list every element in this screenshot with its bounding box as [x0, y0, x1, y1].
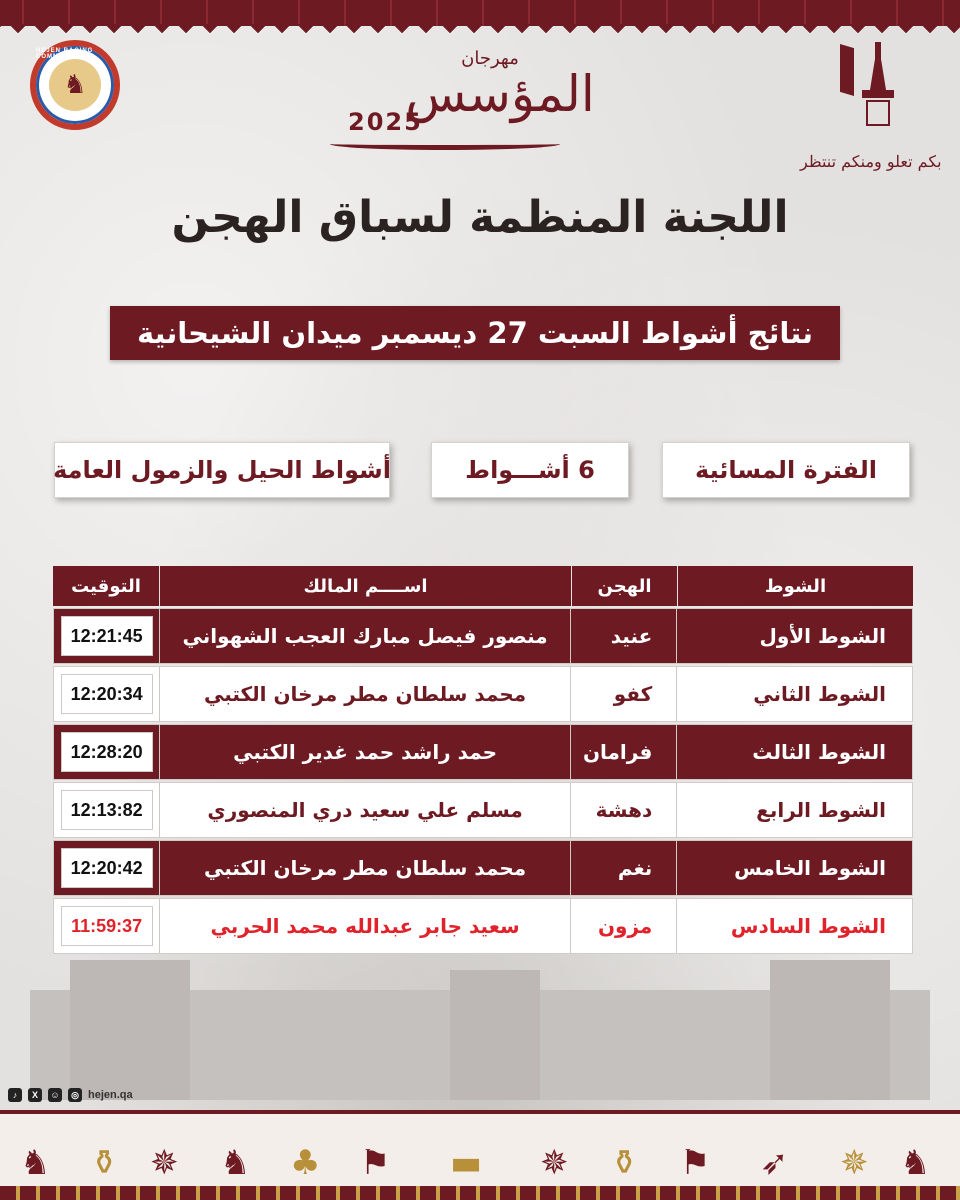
owner-name: محمد سلطان مطر مرخان الكتبي — [203, 682, 527, 706]
race-name: الشوط الرابع — [756, 798, 886, 822]
owner-name: مسلم علي سعيد دري المنصوري — [207, 798, 523, 822]
table-row — [53, 666, 913, 722]
race-time: 12:13:82 — [61, 790, 153, 830]
category-box — [54, 442, 390, 498]
race-name: الشوط الخامس — [734, 856, 886, 880]
star-ornament-icon: ✵ — [150, 1143, 179, 1183]
race-time: 12:20:34 — [61, 674, 153, 714]
results-title-banner — [110, 306, 840, 360]
table-row — [53, 840, 913, 896]
tower-icon — [862, 42, 894, 130]
x-icon[interactable]: X — [28, 1088, 42, 1102]
header-race: الشوط — [677, 566, 913, 606]
camel-icon: ♞ — [220, 1143, 251, 1183]
festival-year: 2025 — [348, 108, 423, 136]
logo-ring-text: HEJEN RACING COMMITTEE — [36, 48, 94, 60]
flag-icon — [840, 44, 854, 96]
race-time: 11:59:37 — [61, 906, 153, 946]
owner-name: سعيد جابر عبدالله محمد الحربي — [210, 914, 520, 938]
committee-title: اللجنة المنظمة لسباق الهجن — [171, 192, 789, 243]
race-count-box — [431, 442, 629, 498]
festival-name: المؤسس — [405, 65, 595, 123]
camel-name: نغم — [617, 856, 653, 880]
category-label: أشواط الحيل والزمول العامة — [53, 456, 391, 484]
period-box — [662, 442, 910, 498]
camel-name: فرامان — [582, 740, 653, 764]
period-label: الفترة المسائية — [695, 456, 877, 484]
camel-name: دهشة — [595, 798, 653, 822]
top-ornament-border — [0, 0, 960, 26]
palm-icon: ♣ — [290, 1143, 321, 1183]
national-day-logo — [800, 30, 942, 171]
table-row — [53, 724, 913, 780]
falcon-icon: ➶ — [760, 1143, 789, 1183]
header-time: التوقيت — [71, 575, 141, 597]
festival-swoosh — [330, 138, 560, 150]
race-time: 12:28:20 — [61, 732, 153, 772]
social-handle[interactable]: hejen.qa — [88, 1089, 133, 1101]
slogan-text: بكم تعلو ومنكم تنتظر — [800, 152, 942, 171]
hejen-racing-committee-logo — [30, 40, 120, 130]
snapchat-icon[interactable]: ☺ — [48, 1088, 62, 1102]
star-ornament-icon: ✵ — [840, 1143, 869, 1183]
owner-name: محمد سلطان مطر مرخان الكتبي — [203, 856, 527, 880]
race-name: الشوط الثالث — [752, 740, 886, 764]
camel-name: كفو — [613, 682, 653, 706]
table-row — [53, 782, 913, 838]
camel-name: عنيد — [610, 624, 653, 648]
table-header — [53, 566, 913, 606]
table-row-highlighted — [53, 898, 913, 954]
fort-silhouette — [30, 960, 930, 1100]
race-count-label: 6 أشـــواط — [465, 456, 595, 484]
camel-icon: ♞ — [900, 1143, 931, 1183]
race-name: الشوط السادس — [730, 914, 886, 938]
results-table — [53, 566, 913, 954]
header-owner: اســــم المالك — [159, 566, 571, 606]
race-time: 12:20:42 — [61, 848, 153, 888]
instagram-icon[interactable]: ◎ — [68, 1088, 82, 1102]
social-links — [8, 1088, 133, 1102]
table-row — [53, 608, 913, 664]
pennant-icon: ⚑ — [680, 1143, 711, 1183]
bottom-ornament-border — [0, 1110, 960, 1200]
tiktok-icon[interactable]: ♪ — [8, 1088, 22, 1102]
pennant-icon: ⚑ — [360, 1143, 391, 1183]
results-title: نتائج أشواط السبت 27 ديسمبر ميدان الشيحانية — [136, 316, 814, 350]
race-name: الشوط الأول — [759, 624, 886, 648]
camel-name: مزون — [597, 914, 653, 938]
owner-name: منصور فيصل مبارك العجب الشهواني — [182, 624, 548, 648]
festival-small-label: مهرجان — [461, 48, 519, 69]
race-time: 12:21:45 — [61, 616, 153, 656]
camel-icon: ♞ — [20, 1143, 51, 1183]
camel-rider-icon: ♞ — [49, 59, 101, 111]
fort-icon: ▬ — [450, 1143, 483, 1183]
race-name: الشوط الثاني — [753, 682, 886, 706]
bottom-strip — [0, 1186, 960, 1200]
star-ornament-icon: ✵ — [540, 1143, 569, 1183]
header-camel: الهجن — [571, 566, 677, 606]
festival-logo — [320, 48, 600, 158]
coffee-pot-icon: ⚱ — [610, 1143, 639, 1183]
coffee-pot-icon: ⚱ — [90, 1143, 119, 1183]
owner-name: حمد راشد حمد غدير الكتبي — [233, 740, 498, 764]
